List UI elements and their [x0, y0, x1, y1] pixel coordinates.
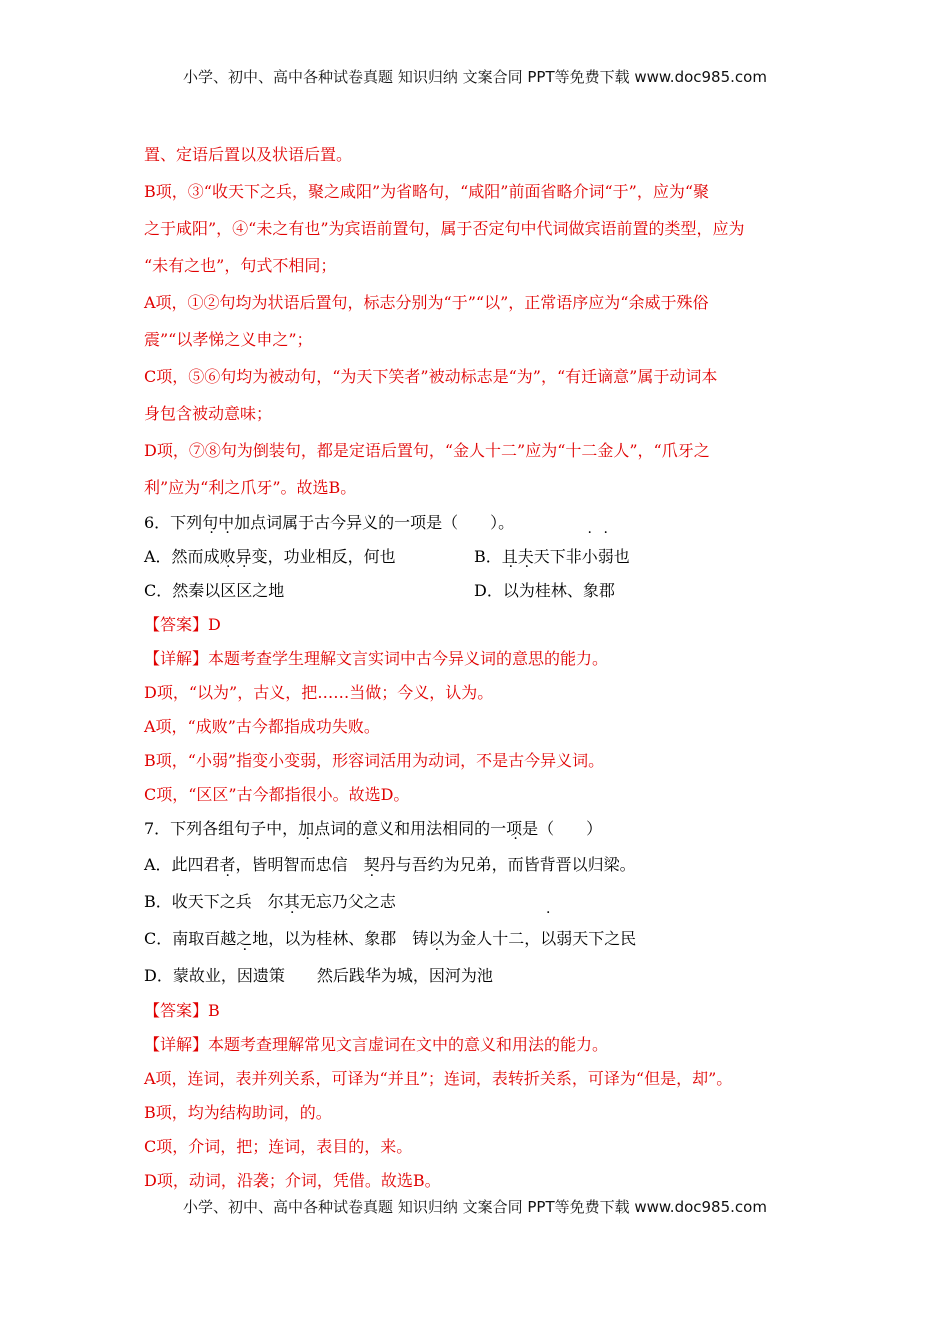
detail-tag: 【详解】 [144, 649, 209, 668]
prev-line: B项，③“收天下之兵，聚之咸阳”为省略句，“咸阳”前面省略介词“于”，应为“聚 [144, 182, 710, 201]
q7-option-c: C．南取百越之地，以为桂林、象郡 铸以为金人十二，以弱天下之民 [144, 920, 808, 957]
q7-stem: 7．下列各组句子中，加点词的意义和用法相同的一项是（ ） [144, 819, 603, 838]
q7-option-a: A．此四君者，皆明智而忠信 契丹与吾约为兄弟，而皆背晋以归梁。 [144, 846, 808, 883]
q6-expl: D项，“以为”，古义，把……当做；今义，认为。 [144, 683, 494, 702]
prev-line: 震”“以孝悌之义申之”； [144, 330, 313, 349]
answer-value: D [208, 615, 221, 634]
q7-expl: D项，动词，沿袭；介词，凭借。故选B。 [144, 1171, 441, 1190]
q6-expl: B项，“小弱”指变小变弱，形容词活用为动词，不是古今异义词。 [144, 751, 605, 770]
dotted-word: 因 [428, 966, 445, 985]
q6-option-a: A．然而成败异变，功业相反，何也 [144, 540, 474, 574]
q7-expl: B项，均为结构助词，的。 [144, 1103, 332, 1122]
prev-line: C项，⑤⑥句均为被动句，“为天下笑者”被动标志是“为”，“有迁谪意”属于动词本 [144, 367, 718, 386]
page-content [144, 136, 808, 1198]
prev-line: 之于咸阳”，④“未之有也”为宾语前置句，属于否定句中代词做宾语前置的类型，应为 [144, 219, 745, 238]
answer-tag: 【答案】 [144, 1001, 209, 1020]
detail-tag: 【详解】 [144, 1035, 209, 1054]
page-footer: 小学、初中、高中各种试卷真题 知识归纳 文案合同 PPT等免费下载 www.doc985.com [183, 1198, 767, 1216]
page-header: 小学、初中、高中各种试卷真题 知识归纳 文案合同 PPT等免费下载 www.doc985.com [183, 68, 767, 86]
prev-line: D项，⑦⑧句为倒装句，都是定语后置句，“金人十二”应为“十二金人”，“爪牙之 [144, 441, 710, 460]
q6-options-row-2 [144, 574, 808, 608]
answer-tag: 【答案】 [144, 615, 209, 634]
q7-answer [144, 994, 808, 1028]
dotted-word: 以 [540, 929, 557, 948]
dotted-word: 成 [203, 547, 220, 566]
prev-line: 利”应为“利之爪牙”。故选B。 [144, 478, 357, 497]
dotted-word: 区 [236, 581, 253, 600]
q6-option-c: C．然秦以区区之地 [144, 574, 474, 608]
q6-detail: 【详解】本题考查学生理解文言实词中古今异义词的意思的能力。 [144, 649, 609, 668]
dotted-word: 为 [518, 581, 535, 600]
dotted-word: 之 [363, 892, 380, 911]
q7-option-d: D．蒙故业，因遗策 然后践华为城，因河为池 [144, 957, 808, 994]
dotted-word: 小 [581, 547, 598, 566]
q7-option-b: B．收天下之兵 尔其无忘乃父之志 [144, 883, 808, 920]
dotted-word: 区 [220, 581, 237, 600]
q6-expl: C项，“区区”古今都指很小。故选D。 [144, 785, 410, 804]
prev-line: 置、定语后置以及状语后置。 [144, 145, 353, 164]
dotted-word: 以 [502, 581, 519, 600]
dotted-word: 以 [284, 929, 301, 948]
q6-expl: A项，“成败”古今都指成功失败。 [144, 717, 380, 736]
answer-value: B [208, 1001, 220, 1020]
dotted-word: 因 [236, 966, 253, 985]
q6-option-b: B．且夫天下非小弱也 [474, 540, 630, 574]
dotted-word: 而 [299, 855, 316, 874]
dotted-word: 弱 [597, 547, 614, 566]
q6-stem: 6．下列句中加点词属于古今异义的一项是（ ）。 [144, 513, 515, 532]
prev-line: A项，①②句均为状语后置句，标志分别为“于”“以”，正常语序应为“余威于殊俗 [144, 293, 709, 312]
q7-expl: A项，连词，表并列关系，可译为“并且”；连词，表转折关系，可译为“但是，却”。 [144, 1069, 733, 1088]
dotted-word: 败 [219, 547, 236, 566]
q7-detail: 【详解】本题考查理解常见文言虚词在文中的意义和用法的能力。 [144, 1035, 609, 1054]
dotted-word: 之 [219, 892, 236, 911]
prev-line: “未有之也”，句式不相同； [144, 256, 337, 275]
dotted-word: 而 [507, 855, 524, 874]
prev-line: 身包含被动意味； [144, 404, 273, 423]
q6-answer [144, 608, 808, 642]
q7-expl: C项，介词，把；连词，表目的，来。 [144, 1137, 413, 1156]
q6-option-d: D．以为桂林、象郡 [474, 574, 615, 608]
